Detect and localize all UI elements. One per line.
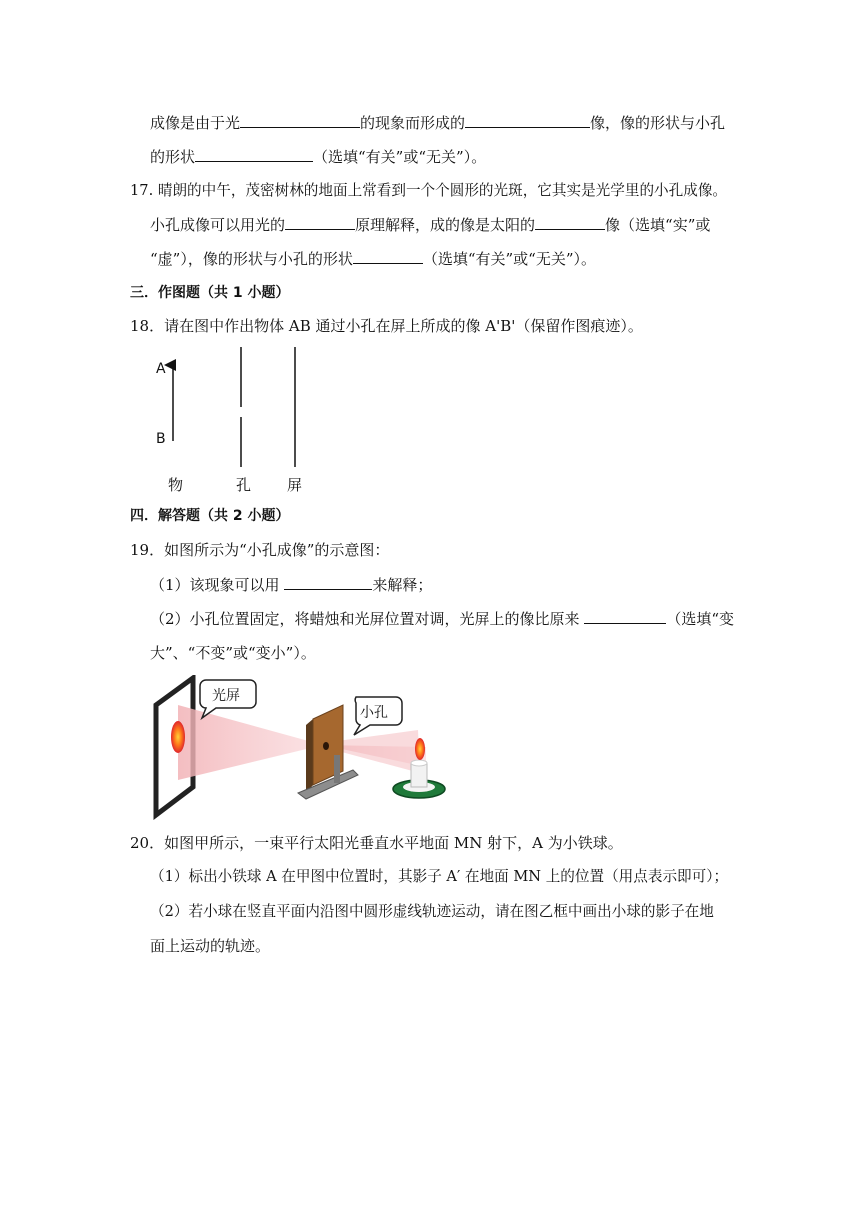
label-screen: 屏 [287,476,303,494]
q16-text-e: （选填“有关”或“无关”）。 [313,148,487,166]
q17-blank-2[interactable] [535,215,605,230]
q16-blank-2[interactable] [465,113,590,128]
q19-part2-cont: 大”、“不变”或“变小”）。 [150,644,316,662]
q16-text-b: 的现象而形成的 [360,114,466,132]
label-B: B [156,431,166,447]
q16-text-d: 的形状 [150,148,196,166]
q18-question: 18．请在图中作出物体 AB 通过小孔在屏上所成的像 A'B'（保留作图痕迹）。 [130,317,643,335]
q17-text-c: 像（选填“实”或 [605,216,711,234]
section-heading-4: 四．解答题（共 2 小题） [130,508,290,524]
q19-part1 [150,575,432,595]
q20-part2-cont: 面上运动的轨迹。 [150,937,271,955]
q18-figure [150,345,350,495]
pinhole [323,742,329,750]
board-stand-post [334,755,340,783]
q19-part2-text-a: （2）小孔位置固定，将蜡烛和光屏位置对调，光屏上的像比原来 [150,610,580,628]
section-heading-3: 三．作图题（共 1 小题） [130,285,290,301]
q19-blank-2[interactable] [584,609,666,624]
pinhole-board-side [306,719,313,793]
label-hole: 孔 [236,476,252,494]
q20-part2: （2）若小球在竖直平面内沿图中圆形虚线轨迹运动，请在图乙框中画出小球的影子在地 [150,903,714,920]
candle-body [411,763,427,787]
q16-line1 [150,113,725,133]
q19-question: 19．如图所示为“小孔成像”的示意图： [130,541,390,559]
candle-top [411,760,427,766]
q17-text-a: 小孔成像可以用光的 [150,216,286,234]
label-object: 物 [168,476,184,494]
q20-part1: （1）标出小铁球 A 在甲图中位置时，其影子 A′ 在地面 MN 上的位置（用点表示即可）； [150,868,729,885]
q17-text-d: “虚”），像的形状与小孔的形状 [150,250,353,268]
q19-part2-text-b: （选填“变 [666,610,734,628]
inverted-flame-image [171,721,185,753]
q17-line1: 17. 晴朗的中午，茂密树林的地面上常看到一个个圆形的光斑，它其实是光学里的小孔成像。 [130,182,728,199]
q19-part1-text-b: 来解释； [372,576,433,594]
q16-blank-1[interactable] [240,113,360,128]
label-A: A [156,361,166,377]
q16-line2 [150,147,486,167]
screen-callout-label: 光屏 [212,688,240,704]
q17-line2 [150,215,710,235]
hole-callout-label: 小孔 [360,705,388,721]
q20-question: 20．如图甲所示，一束平行太阳光垂直水平地面 MN 射下，A 为小铁球。 [130,834,623,852]
q19-part2 [150,609,734,629]
light-beam-left [178,705,323,780]
q19-part1-text-a: （1）该现象可以用 [150,576,280,594]
q19-figure [148,675,448,820]
q17-text-b: 原理解释，成的像是太阳的 [355,216,536,234]
q16-text-a: 成像是由于光 [150,114,241,132]
q17-blank-1[interactable] [285,215,355,230]
q17-line3 [150,249,596,269]
q17-text-e: （选填“有关”或“无关”）。 [422,250,597,268]
candle-flame [415,738,425,760]
q16-blank-3[interactable] [195,147,313,162]
q19-blank-1[interactable] [284,575,372,590]
q16-text-c: 像，像的形状与小孔 [590,114,726,132]
q17-blank-3[interactable] [353,249,423,264]
